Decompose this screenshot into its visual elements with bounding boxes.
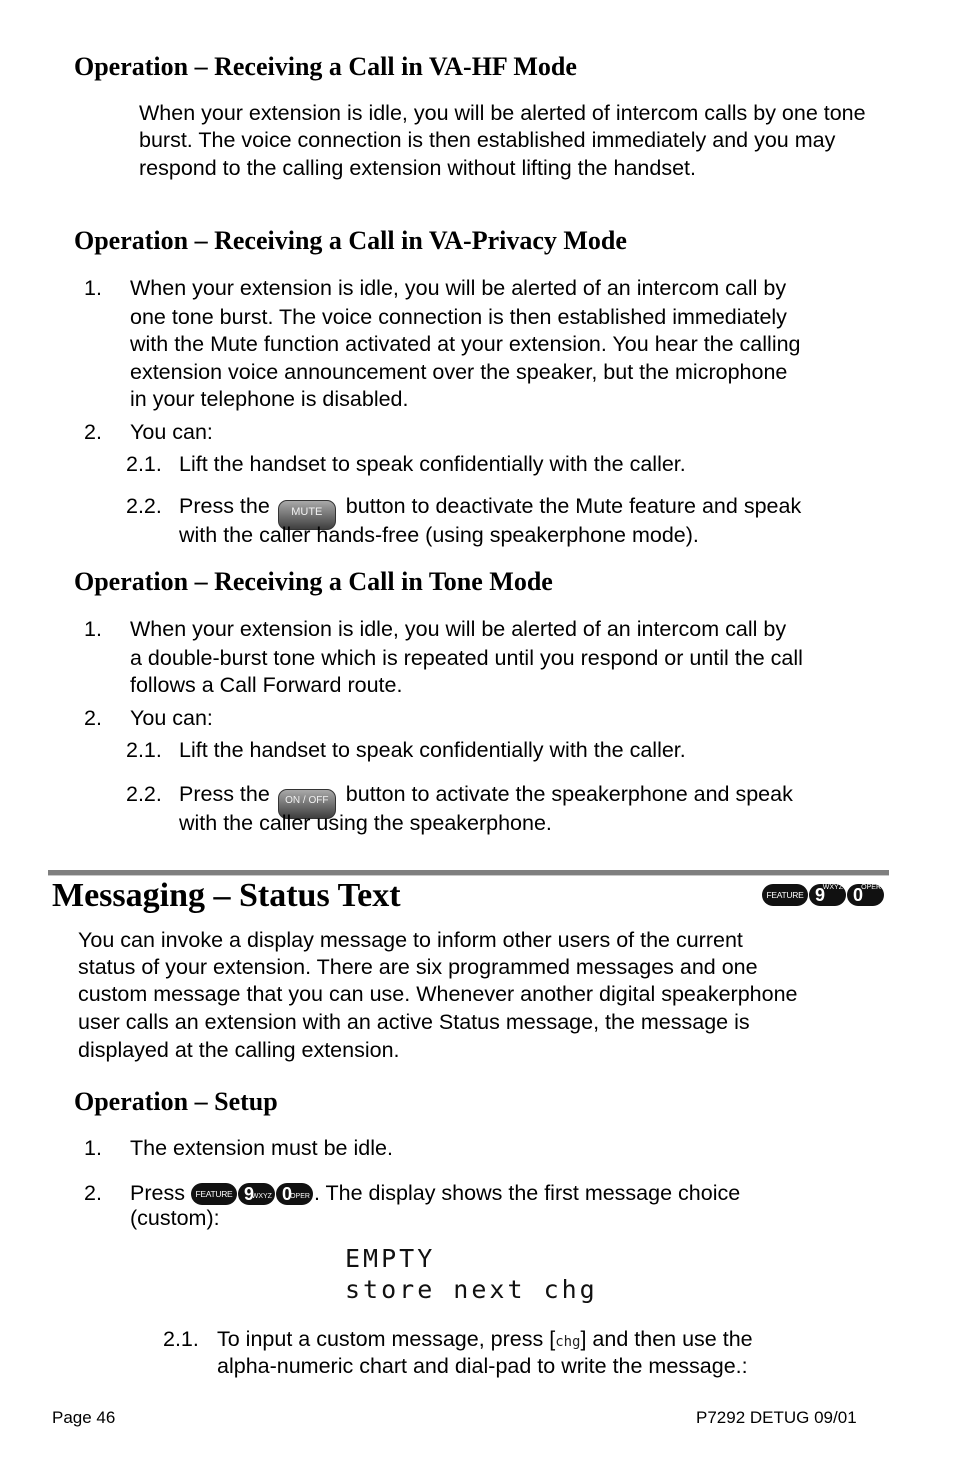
sublist-item-line: Lift the handset to speak confidentially with the caller. — [179, 738, 686, 762]
display-line: store next chg — [345, 1275, 598, 1304]
page-number: Page 46 — [52, 1408, 116, 1427]
nine-key-icon: 9 WXYZ — [809, 884, 846, 906]
intro-line: user calls an extension with an active Status message, the message is — [78, 1010, 750, 1034]
instruction-text: Press the — [179, 782, 270, 806]
chg-softkey: chg — [555, 1334, 581, 1350]
instruction-text: ] and then use the — [580, 1327, 753, 1351]
nine-key-icon: 9 WXYZ — [238, 1183, 275, 1205]
instruction-text: button to activate the speakerphone and speak — [345, 782, 793, 806]
heading-va-hf: Operation – Receiving a Call in VA-HF Mode — [74, 52, 577, 81]
sublist-number: 2.1. — [126, 452, 162, 476]
instruction-text: Press the — [179, 494, 270, 518]
list-item-line: The extension must be idle. — [130, 1136, 393, 1160]
sublist-item-line: Lift the handset to speak confidentially with the caller. — [179, 452, 686, 476]
feature-key-icon: FEATURE — [762, 884, 808, 906]
feature-code-keys — [191, 1183, 314, 1205]
list-item-line: When your extension is idle, you will be alerted of an intercom call by — [130, 617, 787, 641]
list-number: 2. — [84, 706, 102, 730]
list-item-line: a double-burst tone which is repeated until you respond or until the call — [130, 646, 803, 670]
feature-code-keys — [762, 884, 885, 906]
sublist-number: 2.2. — [126, 782, 162, 806]
sublist-item-line: with the caller hands-free (using speakerphone mode). — [179, 523, 699, 547]
intro-line: You can invoke a display message to inform other users of the current — [78, 928, 743, 952]
page-title: Messaging – Status Text — [52, 877, 401, 914]
instruction-text: To input a custom message, press [ — [217, 1327, 556, 1351]
heading-setup: Operation – Setup — [74, 1087, 278, 1116]
heading-tone-mode: Operation – Receiving a Call in Tone Mode — [74, 567, 553, 596]
display-line: EMPTY — [345, 1244, 436, 1273]
sublist-number: 2.1. — [163, 1327, 199, 1351]
list-item-line: one tone burst. The voice connection is then established immediately — [130, 305, 787, 329]
sublist-number: 2.2. — [126, 494, 162, 518]
list-item-line: in your telephone is disabled. — [130, 387, 409, 411]
mute-button-icon: MUTE — [278, 500, 336, 530]
instruction-text: Press — [130, 1181, 185, 1205]
feature-key-icon: FEATURE — [191, 1183, 237, 1205]
list-item-line: with the Mute function activated at your extension. You hear the calling — [130, 332, 801, 356]
va-hf-body: When your extension is idle, you will be alerted of intercom calls by one tone burst. The voice connection is then established immediately and you may respond to the calling extension without lifting the handset. — [139, 101, 866, 180]
sublist-number: 2.1. — [126, 738, 162, 762]
zero-key-icon: 0 OPER — [847, 884, 884, 906]
list-number: 1. — [84, 1136, 102, 1160]
list-item-line: You can: — [130, 420, 213, 444]
heading-va-privacy: Operation – Receiving a Call in VA-Privacy Mode — [74, 226, 627, 255]
intro-line: status of your extension. There are six programmed messages and one — [78, 955, 758, 979]
list-number: 1. — [84, 617, 102, 641]
list-number: 1. — [84, 276, 102, 300]
document-id: P7292 DETUG 09/01 — [696, 1408, 857, 1427]
instruction-text: button to deactivate the Mute feature and speak — [345, 494, 802, 518]
instruction-text: . The display shows the first message choice — [313, 1181, 741, 1205]
list-item-line: You can: — [130, 706, 213, 730]
list-item-line: When your extension is idle, you will be alerted of an intercom call by — [130, 276, 787, 300]
list-number: 2. — [84, 1181, 102, 1205]
list-number: 2. — [84, 420, 102, 444]
zero-key-icon: 0 OPER — [276, 1183, 313, 1205]
list-item-line: extension voice announcement over the speaker, but the microphone — [130, 360, 788, 384]
list-item-line: (custom): — [130, 1206, 220, 1230]
intro-line: custom message that you can use. Whenever another digital speakerphone — [78, 982, 798, 1006]
sublist-item-line: alpha-numeric chart and dial-pad to write the message.: — [217, 1354, 748, 1378]
sublist-item-line: with the caller using the speakerphone. — [179, 811, 552, 835]
list-item-line: follows a Call Forward route. — [130, 673, 403, 697]
list-item-line — [130, 1179, 740, 1207]
intro-line: displayed at the calling extension. — [78, 1038, 400, 1062]
on-off-button-icon: ON / OFF — [278, 789, 336, 819]
